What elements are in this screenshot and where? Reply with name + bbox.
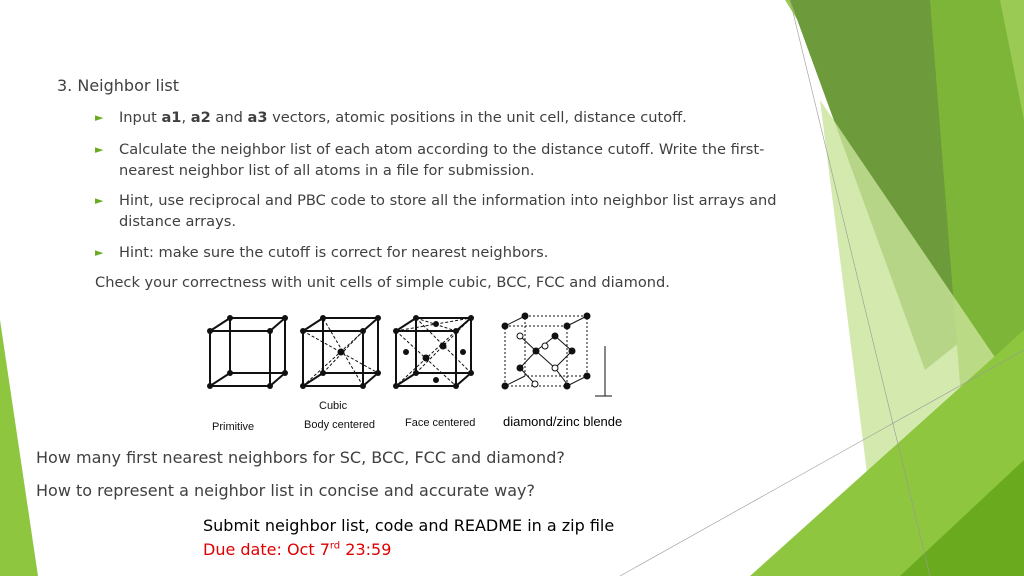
triangle-bullet-icon: ► — [95, 143, 104, 156]
bullet-calculate: ► Calculate the neighbor list of each atom according to the distance cutoff. Write the first-nearest neighbor list of all atoms in a file for submission. — [95, 141, 765, 179]
triangle-bullet-icon: ► — [95, 111, 104, 124]
triangle-bullet-icon: ► — [95, 194, 104, 207]
triangle-bullet-icon: ► — [95, 246, 104, 259]
due-date: Due date: Oct 7rd 23:59 — [203, 540, 392, 559]
bullet-hint-reciprocal: ► Hint, use reciprocal and PBC code to store all the information into neighbor list arrays and distance arrays. — [95, 192, 777, 230]
primitive-cubic-cell — [210, 318, 285, 386]
question-first-neighbors: How many first nearest neighbors for SC, BCC, FCC and diamond? — [36, 448, 565, 467]
cubic-label: Cubic — [319, 400, 348, 412]
slide-title: 3. Neighbor list — [57, 76, 180, 95]
bullet-input-vectors: ► Input a1, a2 and a3 vectors, atomic positions in the unit cell, distance cutoff. — [95, 109, 687, 126]
submit-instructions: Submit neighbor list, code and README in a zip file — [203, 516, 615, 535]
diamond-cell — [505, 316, 612, 396]
diamond-label: diamond/zinc blende — [503, 414, 623, 429]
body-centered-label: Body centered — [304, 419, 375, 431]
bullet-hint-cutoff: ► Hint: make sure the cutoff is correct for nearest neighbors. — [95, 244, 549, 261]
question-represent-list: How to represent a neighbor list in concise and accurate way? — [36, 481, 535, 500]
face-centered-label: Face centered — [405, 417, 476, 429]
primitive-label: Primitive — [212, 421, 255, 433]
check-correctness-line: Check your correctness with unit cells of simple cubic, BCC, FCC and diamond. — [95, 274, 670, 291]
